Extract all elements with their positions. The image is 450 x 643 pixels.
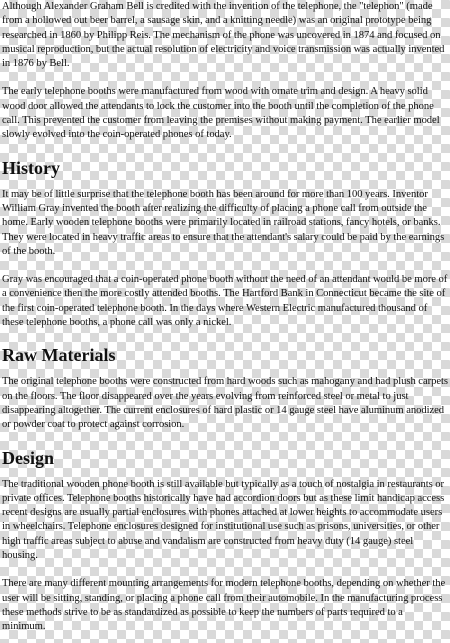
paragraph-spacer <box>2 433 448 447</box>
heading-spacer <box>2 366 448 375</box>
intro-paragraph-1: Although Alexander Graham Bell is credited with the invention of the telephone, the "telephon" (made from a hollowed out beer barrel, a sausage skin, and a knitting needle) was an original prototype being researched in 1860 by Philipp Reis. The mechanism of the phone was uncovered in 1874 and focused on musical reproduction, but the actual resolution of electricity and voice transmission was actually invented in 1876 by Bell. <box>2 1 445 70</box>
intro-paragraph-2: The early telephone booths were manufactured from wood with ornate trim and design. A heavy solid wood door allowed the attendants to lock the customer into the booth until the completion of the phone call. This prevented the customer from leaving the premises without making payment. The earlier model slowly evolved into the coin-operated phones of today. <box>2 86 440 141</box>
history-paragraph-1: It may be of little surprise that the telephone booth has been around for more than 100 years. Inventor William Gray invented the booth after realizing the difficulty of placing a phone call from outside the home. Early wooden telephone booths were primarily located in railroad stations, fancy hotels, or banks. They were located in heavy traffic areas to ensure that the attendant's salary could be paid by the earnings of the booth. <box>2 188 445 257</box>
design-paragraph-1: The traditional wooden phone booth is still available but typically as a touch of nostalgia in restaurants or private offices. Telephone booths historically have had accordion doors but as these limit handicap access recent designs are usually partial enclosures with phones attached at lower heights to accommodate users in wheelchairs. Telephone enclosures designed for institutional use such as prisons, universities, or other high traffic areas subject to abuse and vandalism are constructed from heavy duty (14 gauge) steel housing. <box>2 478 445 562</box>
paragraph-spacer <box>2 259 448 273</box>
raw-materials-paragraph-1: The original telephone booths were constructed from hard woods such as mahogany and had plush carpets on the floors. The floor disappeared over the years evolving from reinforced steel or metal to just disappearing altogether. The current enclosures of hard plastic or 14 gauge steel have aluminum anodized or powder coat to protect against corrosion. <box>2 376 448 431</box>
design-paragraph-2: There are many different mounting arrangements for modern telephone booths, depending on whether the user will be sitting, standing, or placing a phone call from their automobile. In the manufacturing process these methods strive to be as standardized as possible to keep the numbers of parts required to a minimum. <box>2 578 446 633</box>
paragraph-spacer <box>2 330 448 344</box>
paragraph-spacer <box>2 143 448 157</box>
section-heading-history: History <box>2 157 60 178</box>
heading-spacer <box>2 469 448 478</box>
section-heading-design: Design <box>2 447 55 468</box>
document-page <box>2 0 448 635</box>
section-heading-raw-materials: Raw Materials <box>2 345 116 366</box>
paragraph-spacer <box>2 71 448 85</box>
paragraph-spacer <box>2 563 448 577</box>
heading-spacer <box>2 179 448 188</box>
history-paragraph-2: Gray was encouraged that a coin-operated phone booth without the need of an attendant would be more of a convenience then the more costly attended booths. The Hartford Bank in Connecticut became the site of the first coin-operated telephone booth. In the days where Western Electric manufactured thousand of these telephone booths, a phone call was only a nickel. <box>2 274 448 329</box>
